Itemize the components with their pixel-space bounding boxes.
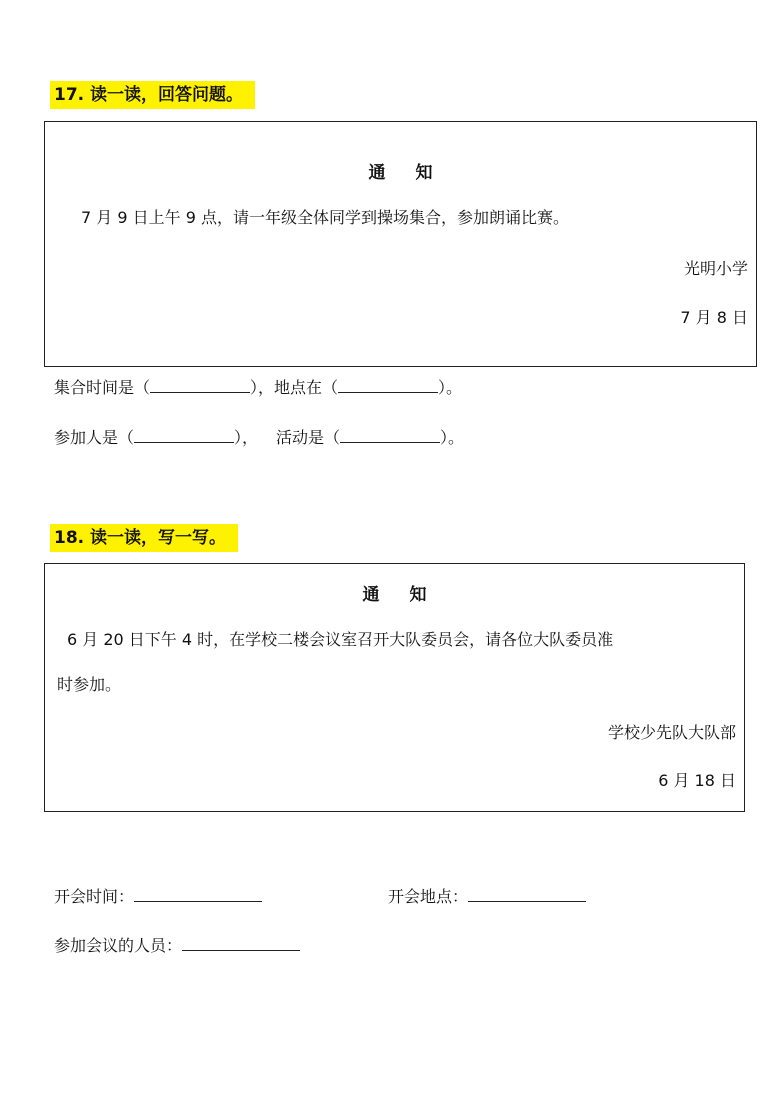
q17-location-label: ），地点在（	[250, 378, 339, 397]
q17-notice-sender: 光明小学	[683, 259, 748, 278]
q17-heading-char-1: 通	[368, 163, 386, 183]
q18-attendees-blank[interactable]	[182, 934, 300, 951]
q17-participants-label: 参加人是（	[54, 428, 135, 447]
q18-meeting-place-label: 开会地点：	[388, 887, 469, 906]
q17-line2-end: ）。	[440, 428, 465, 447]
q18-notice-heading	[45, 580, 744, 605]
q17-notice-box	[44, 121, 757, 367]
q18-notice-date: 6 月 18 日	[658, 771, 736, 790]
q17-line2-mid: ），	[234, 428, 259, 447]
q17-gather-time-blank[interactable]	[150, 376, 250, 393]
q17-question-line-2	[54, 426, 464, 450]
q18-notice-sender: 学校少先队大队部	[607, 723, 736, 742]
q18-meeting-time-label: 开会时间：	[54, 887, 135, 906]
q18-notice-body-line-1: 6 月 20 日下午 4 时，在学校二楼会议室召开大队委员会，请各位大队委员准	[67, 630, 614, 649]
q17-participants-blank[interactable]	[134, 426, 234, 443]
q18-attendees-label: 参加会议的人员：	[54, 936, 183, 955]
q18-notice-box	[44, 563, 745, 812]
q17-activity-label: 活动是（	[276, 428, 341, 447]
q17-activity-blank[interactable]	[340, 426, 440, 443]
q18-title: 18. 读一读，写一写。	[50, 524, 238, 552]
q17-gather-time-label: 集合时间是（	[54, 378, 151, 397]
q18-heading-char-2: 知	[409, 585, 427, 605]
q18-notice-body-line-2: 时参加。	[57, 675, 122, 694]
q17-line1-end: ）。	[438, 378, 463, 397]
q18-heading-char-1: 通	[362, 585, 380, 605]
q17-heading-char-2: 知	[415, 163, 433, 183]
q18-meeting-place-blank[interactable]	[468, 885, 586, 902]
q17-title: 17. 读一读，回答问题。	[50, 81, 255, 109]
q17-notice-heading	[45, 158, 756, 183]
q18-meeting-time-row	[54, 885, 262, 909]
q18-meeting-time-blank[interactable]	[134, 885, 262, 902]
q18-meeting-place-row	[388, 885, 586, 909]
q17-notice-date: 7 月 8 日	[680, 308, 748, 327]
q17-location-blank[interactable]	[338, 376, 438, 393]
q17-notice-body: 7 月 9 日上午 9 点，请一年级全体同学到操场集合，参加朗诵比赛。	[81, 208, 569, 227]
q18-attendees-row	[54, 934, 300, 958]
q17-question-line-1	[54, 376, 462, 400]
